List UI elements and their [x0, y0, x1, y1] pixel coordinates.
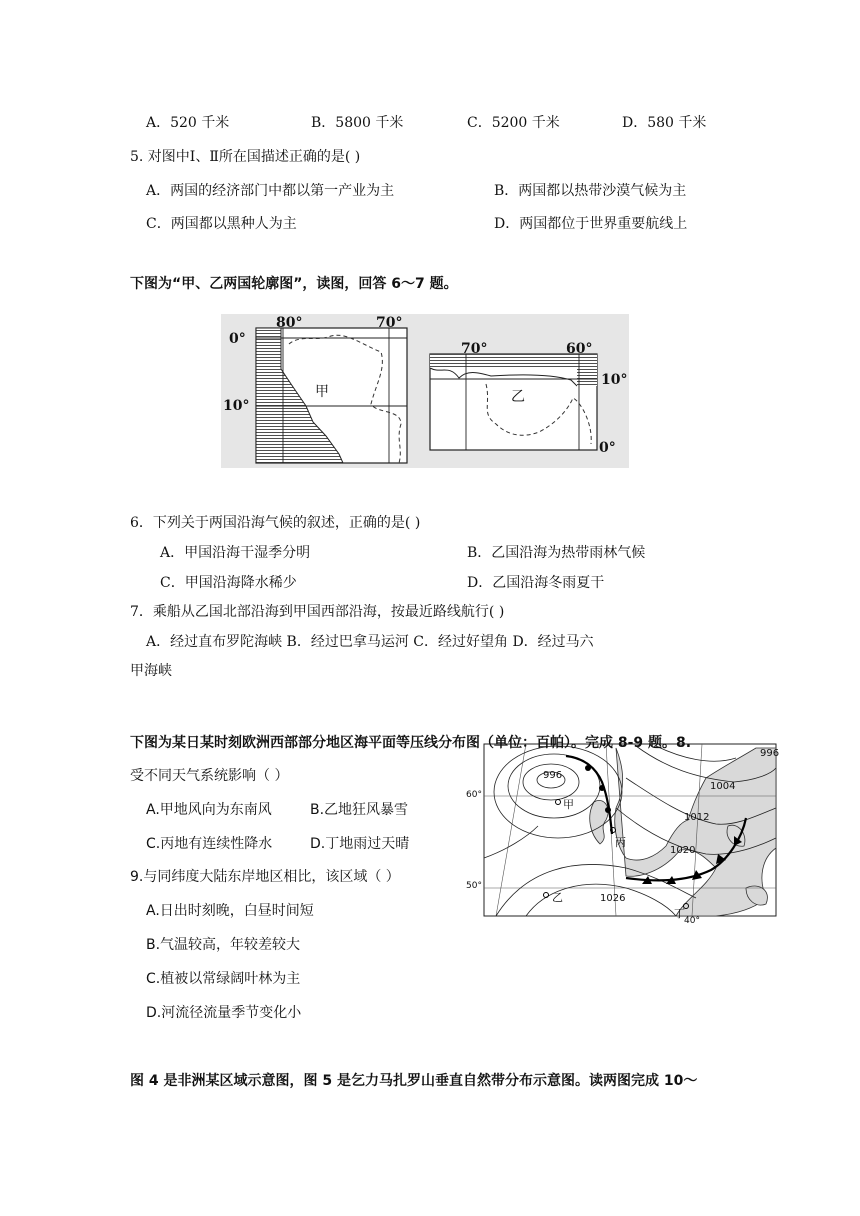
- place-label-jia: 甲: [563, 798, 574, 811]
- q4-option-d: D．580 千米: [622, 115, 707, 131]
- q8-option-c: C.丙地有连续性降水: [146, 836, 273, 852]
- lat-label-60: 60°: [466, 790, 482, 800]
- q4-option-b: B．5800 千米: [311, 115, 404, 131]
- right-lat-a: 10°: [601, 372, 628, 388]
- q9-option-c: C.植被以常绿阔叶林为主: [146, 971, 301, 987]
- left-country-label: 甲: [315, 384, 329, 400]
- q9-option-b: B.气温较高，年较差较大: [146, 937, 301, 953]
- q6-option-d: D．乙国沿海冬雨夏干: [467, 575, 605, 591]
- left-lon-b: 70°: [376, 315, 403, 331]
- q5-stem: 5. 对图中Ⅰ、Ⅱ所在国描述正确的是( ): [130, 149, 361, 165]
- isobar-map-figure: [466, 738, 786, 928]
- right-lat-b: 0°: [599, 440, 616, 456]
- isobar-label-1004: 1004: [710, 781, 736, 792]
- left-map: [256, 328, 407, 463]
- lat-label-50: 50°: [466, 881, 482, 891]
- place-label-bing: 丙: [615, 836, 626, 849]
- right-lon-a: 70°: [461, 341, 488, 357]
- q4-option-a: A．520 千米: [146, 115, 230, 131]
- country-outline-figure: [221, 314, 629, 468]
- isobar-label-1020: 1020: [670, 845, 696, 856]
- isobar-label-1012: 1012: [684, 812, 710, 823]
- q6-stem: 6．下列关于两国沿海气候的叙述，正确的是( ): [130, 515, 421, 531]
- q8-option-b: B.乙地狂风暴雪: [310, 802, 409, 818]
- q5-option-d: D．两国都位于世界重要航线上: [494, 216, 688, 232]
- q7-stem: 7．乘船从乙国北部沿海到甲国西部沿海，按最近路线航行( ): [130, 604, 505, 620]
- q6-option-b: B．乙国沿海为热带雨林气候: [467, 545, 646, 561]
- left-lat-b: 10°: [223, 398, 250, 414]
- isobar-label-1026: 1026: [600, 893, 626, 904]
- q9-option-d: D.河流径流量季节变化小: [146, 1005, 302, 1021]
- isobar-map-svg: [466, 738, 786, 928]
- right-country-label: 乙: [511, 389, 525, 405]
- country-outline-svg: [221, 314, 629, 468]
- lon-label-40: 40°: [684, 916, 700, 926]
- left-lat-a: 0°: [229, 331, 246, 347]
- q9-stem: 9.与同纬度大陆东岸地区相比，该区域（ ）: [130, 869, 400, 885]
- q5-option-c: C．两国都以黑种人为主: [146, 216, 297, 232]
- right-lon-b: 60°: [566, 341, 593, 357]
- q7-options-line2: 甲海峡: [130, 663, 172, 679]
- q4-option-c: C．5200 千米: [467, 115, 560, 131]
- q8-option-a: A.甲地风向为东南风: [146, 802, 272, 818]
- q6-option-a: A．甲国沿海干湿季分明: [160, 545, 311, 561]
- q8-option-d: D.丁地雨过天晴: [310, 836, 410, 852]
- left-lon-a: 80°: [276, 315, 303, 331]
- q8-stem: 受不同天气系统影响（ ）: [130, 768, 289, 784]
- q5-option-b: B．两国都以热带沙漠气候为主: [494, 183, 687, 199]
- q7-options-line1: A．经过直布罗陀海峡 B．经过巴拿马运河 C．经过好望角 D．经过马六: [146, 634, 594, 650]
- intro-10: 图 4 是非洲某区域示意图，图 5 是乞力马扎罗山垂直自然带分布示意图。读两图完成 10～: [130, 1073, 698, 1089]
- intro-6-7: 下图为“甲、乙两国轮廓图”，读图，回答 6～7 题。: [130, 276, 458, 292]
- intro-8-9: 下图为某日某时刻欧洲西部部分地区海平面等压线分布图（单位：百帕）。完成 8-9 题。8.: [130, 735, 692, 751]
- isobar-label-996-low: 996: [543, 770, 563, 781]
- isobar-label-996-ne: 996: [760, 748, 780, 759]
- q5-option-a: A．两国的经济部门中都以第一产业为主: [146, 183, 395, 199]
- place-label-yi: 乙: [552, 891, 563, 904]
- q9-option-a: A.日出时刻晚，白昼时间短: [146, 903, 314, 919]
- q6-option-c: C．甲国沿海降水稀少: [160, 575, 297, 591]
- place-label-ding: 丁: [674, 907, 685, 920]
